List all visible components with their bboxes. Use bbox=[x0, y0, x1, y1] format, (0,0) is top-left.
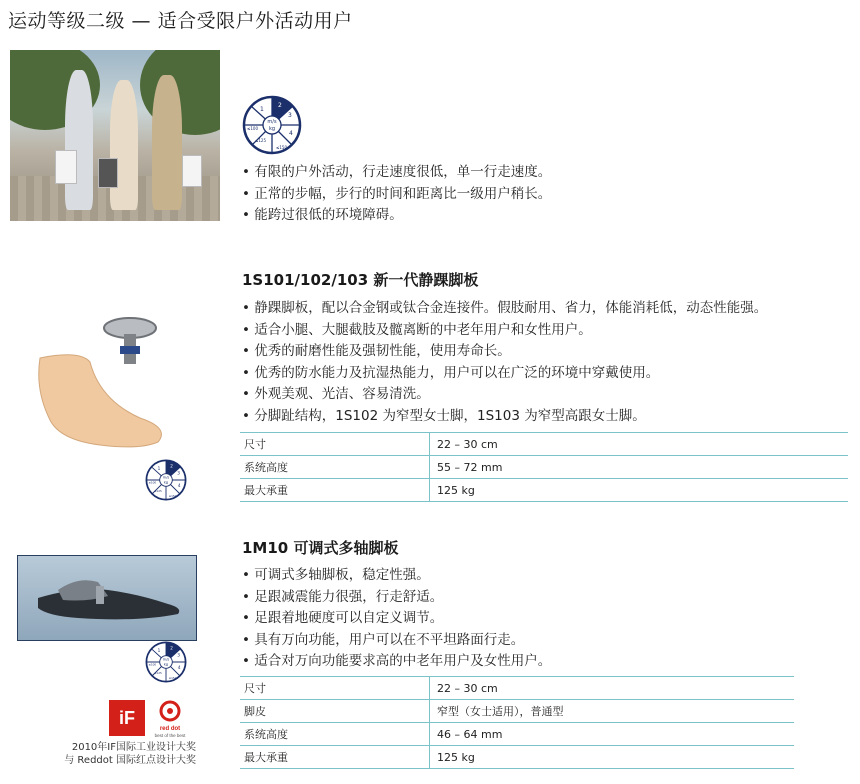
table-row bbox=[240, 723, 794, 746]
spec-value: 55 – 72 mm bbox=[430, 456, 849, 479]
spec-value: 窄型（女士适用），普通型 bbox=[430, 700, 795, 723]
spec-label: 尺寸 bbox=[240, 433, 430, 456]
multiaxis-foot-illustration bbox=[18, 556, 196, 640]
table-row bbox=[240, 677, 794, 700]
spec-value: 46 – 64 mm bbox=[430, 723, 795, 746]
list-item: • 静踝脚板，配以合金钢或钛合金连接件。假肢耐用、省力，体能消耗低，动态性能强。 bbox=[242, 298, 767, 320]
foot-illustration bbox=[20, 300, 200, 460]
list-item: • 有限的户外活动，行走速度很低，单一行走速度。 bbox=[242, 162, 551, 184]
spec-label: 脚皮 bbox=[240, 700, 430, 723]
page-title: 运动等级二级 — 适合受限户外活动用户 bbox=[8, 10, 353, 32]
spec-label: 系统高度 bbox=[240, 456, 430, 479]
spec-value: 22 – 30 cm bbox=[430, 677, 795, 700]
award-caption bbox=[64, 741, 196, 767]
table-row bbox=[240, 479, 848, 502]
spec-label: 最大承重 bbox=[240, 479, 430, 502]
product1-spec-table bbox=[240, 432, 848, 502]
spec-label: 系统高度 bbox=[240, 723, 430, 746]
list-item: • 能跨过很低的环境障碍。 bbox=[242, 205, 551, 227]
if-logo-text: iF bbox=[119, 707, 135, 728]
table-row bbox=[240, 746, 794, 769]
street-photo bbox=[10, 50, 220, 221]
list-item: • 足跟着地硬度可以自定义调节。 bbox=[242, 608, 551, 630]
table-row bbox=[240, 433, 848, 456]
multiaxis-foot-photo bbox=[17, 555, 197, 641]
list-item: • 具有万向功能，用户可以在不平坦路面行走。 bbox=[242, 630, 551, 652]
spec-value: 22 – 30 cm bbox=[430, 433, 849, 456]
intro-bullets bbox=[242, 162, 551, 227]
reddot-logo-text: red dot bbox=[159, 726, 181, 732]
list-item: • 适合对万向功能要求高的中老年用户及女性用户。 bbox=[242, 651, 551, 673]
list-item: • 适合小腿、大腿截肢及髋离断的中老年用户和女性用户。 bbox=[242, 320, 767, 342]
list-item: • 可调式多轴脚板，稳定性强。 bbox=[242, 565, 551, 587]
table-row bbox=[240, 456, 848, 479]
spec-label: 最大承重 bbox=[240, 746, 430, 769]
spec-label: 尺寸 bbox=[240, 677, 430, 700]
activity-level-badge-icon bbox=[145, 459, 187, 501]
list-item: • 优秀的耐磨性能及强韧性能，使用寿命长。 bbox=[242, 341, 767, 363]
if-award-logo bbox=[109, 700, 145, 736]
list-item: • 正常的步幅，步行的时间和距离比一级用户稍长。 bbox=[242, 184, 551, 206]
product2-bullets bbox=[242, 565, 551, 673]
list-item: • 足跟减震能力很强，行走舒适。 bbox=[242, 587, 551, 609]
product1-title: 1S101/102/103 新一代静踝脚板 bbox=[242, 271, 479, 289]
list-item: • 分脚趾结构，1S102 为窄型女士脚，1S103 为窄型高跟女士脚。 bbox=[242, 406, 767, 428]
reddot-mark-icon bbox=[152, 700, 188, 722]
spec-value: 125 kg bbox=[430, 479, 849, 502]
list-item: • 外观美观、光洁、容易清洗。 bbox=[242, 384, 767, 406]
reddot-sub-text: best of the best bbox=[154, 733, 186, 738]
product1-bullets bbox=[242, 298, 767, 427]
product2-spec-table bbox=[240, 676, 794, 769]
spec-value: 125 kg bbox=[430, 746, 795, 769]
award-caption-line: 2010年IF国际工业设计大奖 bbox=[71, 742, 196, 753]
table-row bbox=[240, 700, 794, 723]
activity-level-badge-icon bbox=[145, 641, 187, 683]
reddot-award-logo bbox=[152, 700, 188, 736]
list-item: • 优秀的防水能力及抗湿热能力，用户可以在广泛的环境中穿戴使用。 bbox=[242, 363, 767, 385]
activity-level-badge-icon bbox=[242, 95, 302, 155]
award-caption-line: 与 Reddot 国际红点设计大奖 bbox=[64, 755, 196, 766]
product2-title: 1M10 可调式多轴脚板 bbox=[242, 539, 399, 557]
